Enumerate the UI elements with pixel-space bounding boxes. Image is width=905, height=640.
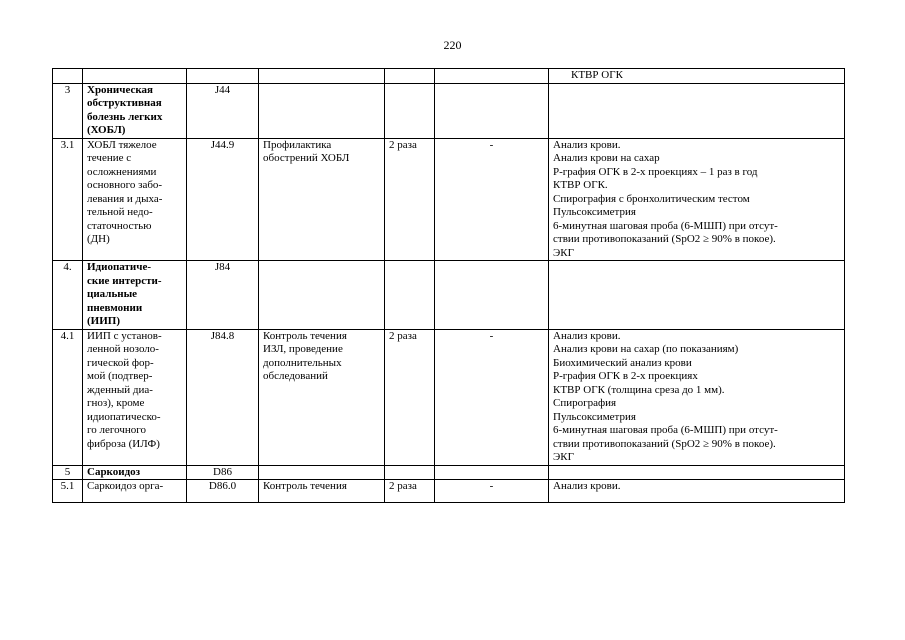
examination-line: ствии противопоказаний (SpO2 ≥ 90% в покое). — [553, 437, 776, 450]
table-row — [53, 465, 845, 480]
diagnosis-name-line: Саркоидоз орга- — [87, 480, 164, 492]
examination-line: Анализ крови. — [553, 138, 621, 151]
control-purpose-line: Контроль течения — [263, 329, 347, 342]
examination-line: Р-графия ОГК в 2-х проекциях – 1 раз в год — [553, 165, 758, 178]
control-purpose — [259, 465, 385, 480]
examination-line: Пульсоксиметрия — [553, 206, 636, 218]
diagnosis-name — [83, 329, 187, 465]
specialist-cell: - — [435, 480, 549, 503]
examination-line: Спирография — [553, 397, 617, 409]
diagnosis-name-line: (ХОБЛ) — [87, 124, 126, 136]
diagnosis-name-line: Саркоидоз — [87, 465, 141, 478]
diagnosis-name-line: течение с — [87, 152, 132, 164]
control-purpose-line: ИЗЛ, проведение — [263, 343, 343, 355]
diagnosis-name-line: идиопатическо- — [87, 410, 161, 423]
control-purpose — [259, 329, 385, 465]
control-purpose-line: дополнительных — [263, 356, 342, 369]
header-cell-control — [259, 69, 385, 84]
examinations — [549, 465, 845, 480]
diagnosis-name-line: мой (подтвер- — [87, 370, 153, 382]
header-cell-exams: КТВР ОГК — [549, 69, 845, 84]
header-cell-num — [53, 69, 83, 84]
examination-line: Биохимический анализ крови — [553, 356, 692, 369]
diagnosis-name-line: го легочного — [87, 424, 146, 436]
visit-frequency — [385, 465, 435, 480]
row-number: 5 — [53, 465, 83, 480]
icd-code: J84.8 — [187, 329, 259, 465]
diagnosis-name-line: пневмонии — [87, 301, 143, 314]
diagnosis-name — [83, 480, 187, 503]
specialist-cell — [435, 83, 549, 138]
diagnosis-name-line: статочностью — [87, 219, 152, 232]
diagnosis-name-line: ИИП с установ- — [87, 329, 162, 342]
table-row — [53, 329, 845, 465]
examination-line: ствии противопоказаний (SpO2 ≥ 90% в покое). — [553, 233, 776, 245]
examination-line: КТВР ОГК. — [553, 179, 608, 191]
row-number: 3 — [53, 83, 83, 138]
visit-frequency: 2 раза — [385, 480, 435, 503]
page-number: 220 — [443, 38, 462, 52]
examinations — [549, 329, 845, 465]
examination-line: Пульсоксиметрия — [553, 410, 636, 423]
table-row — [53, 480, 845, 503]
control-purpose — [259, 261, 385, 330]
row-number: 4. — [53, 261, 83, 330]
examination-line: 6-минутная шаговая проба (6-МШП) при отсут- — [553, 219, 778, 232]
icd-code: D86.0 — [187, 480, 259, 503]
diagnosis-name — [83, 83, 187, 138]
examination-line: Анализ крови. — [553, 480, 621, 492]
diagnosis-name-line: основного забо- — [87, 179, 163, 191]
table-row — [53, 261, 845, 330]
diagnosis-name — [83, 465, 187, 480]
row-number: 5.1 — [53, 480, 83, 503]
examination-line: Анализ крови на сахар — [553, 152, 660, 164]
diagnosis-name-line: тельной недо- — [87, 206, 153, 218]
diagnosis-name-line: гической фор- — [87, 356, 154, 369]
examination-line: Р-графия ОГК в 2-х проекциях — [553, 370, 698, 382]
examinations — [549, 480, 845, 503]
examinations — [549, 138, 845, 261]
icd-code: D86 — [187, 465, 259, 480]
diagnosis-name-line: (ДН) — [87, 233, 110, 245]
specialist-cell: - — [435, 138, 549, 261]
examination-line: Анализ крови на сахар (по показаниям) — [553, 343, 739, 355]
header-cell-code — [187, 69, 259, 84]
control-purpose-line: Профилактика — [263, 138, 332, 151]
diagnosis-name-line: осложнениями — [87, 165, 157, 178]
table-header-row — [53, 69, 845, 84]
diagnosis-name-line: ХОБЛ тяжелое — [87, 138, 157, 151]
diagnosis-name — [83, 261, 187, 330]
diagnosis-name-line: гноз), кроме — [87, 397, 145, 409]
examinations — [549, 83, 845, 138]
examination-line: Анализ крови. — [553, 329, 621, 342]
examination-line: Спирография с бронхолитическим тестом — [553, 192, 750, 205]
specialist-cell — [435, 465, 549, 480]
diagnosis-name-line: циальные — [87, 288, 138, 300]
header-cell-name — [83, 69, 187, 84]
diagnosis-name-line: жденный диа- — [87, 383, 153, 396]
row-number: 4.1 — [53, 329, 83, 465]
specialist-cell: - — [435, 329, 549, 465]
control-purpose — [259, 138, 385, 261]
visit-frequency — [385, 261, 435, 330]
diagnosis-name — [83, 138, 187, 261]
icd-code: J84 — [187, 261, 259, 330]
icd-code: J44.9 — [187, 138, 259, 261]
control-purpose-line: обследований — [263, 370, 328, 382]
examinations — [549, 261, 845, 330]
header-cell-freq — [385, 69, 435, 84]
control-purpose — [259, 480, 385, 503]
visit-frequency: 2 раза — [385, 138, 435, 261]
visit-frequency — [385, 83, 435, 138]
visit-frequency: 2 раза — [385, 329, 435, 465]
table-row — [53, 138, 845, 261]
icd-code: J44 — [187, 83, 259, 138]
header-cell-dash — [435, 69, 549, 84]
control-purpose-line: Контроль течения — [263, 480, 347, 492]
diagnosis-table — [52, 68, 845, 503]
diagnosis-name-line: (ИИП) — [87, 315, 120, 327]
diagnosis-name-line: ские интерсти- — [87, 274, 162, 287]
examination-line: КТВР ОГК (толщина среза до 1 мм). — [553, 383, 725, 396]
diagnosis-name-line: болезнь легких — [87, 110, 163, 123]
diagnosis-name-line: фиброза (ИЛФ) — [87, 437, 160, 450]
specialist-cell — [435, 261, 549, 330]
diagnosis-name-line: ленной нозоло- — [87, 343, 159, 355]
diagnosis-name-line: Идиопатиче- — [87, 261, 152, 273]
row-number: 3.1 — [53, 138, 83, 261]
control-purpose — [259, 83, 385, 138]
table-row — [53, 83, 845, 138]
examination-line: ЭКГ — [553, 451, 574, 463]
examination-line: ЭКГ — [553, 246, 574, 259]
diagnosis-name-line: левания и дыха- — [87, 192, 163, 205]
examination-line: 6-минутная шаговая проба (6-МШП) при отсут- — [553, 424, 778, 436]
diagnosis-name-line: обструктивная — [87, 97, 162, 109]
diagnosis-name-line: Хроническая — [87, 83, 153, 96]
control-purpose-line: обострений ХОБЛ — [263, 152, 350, 164]
